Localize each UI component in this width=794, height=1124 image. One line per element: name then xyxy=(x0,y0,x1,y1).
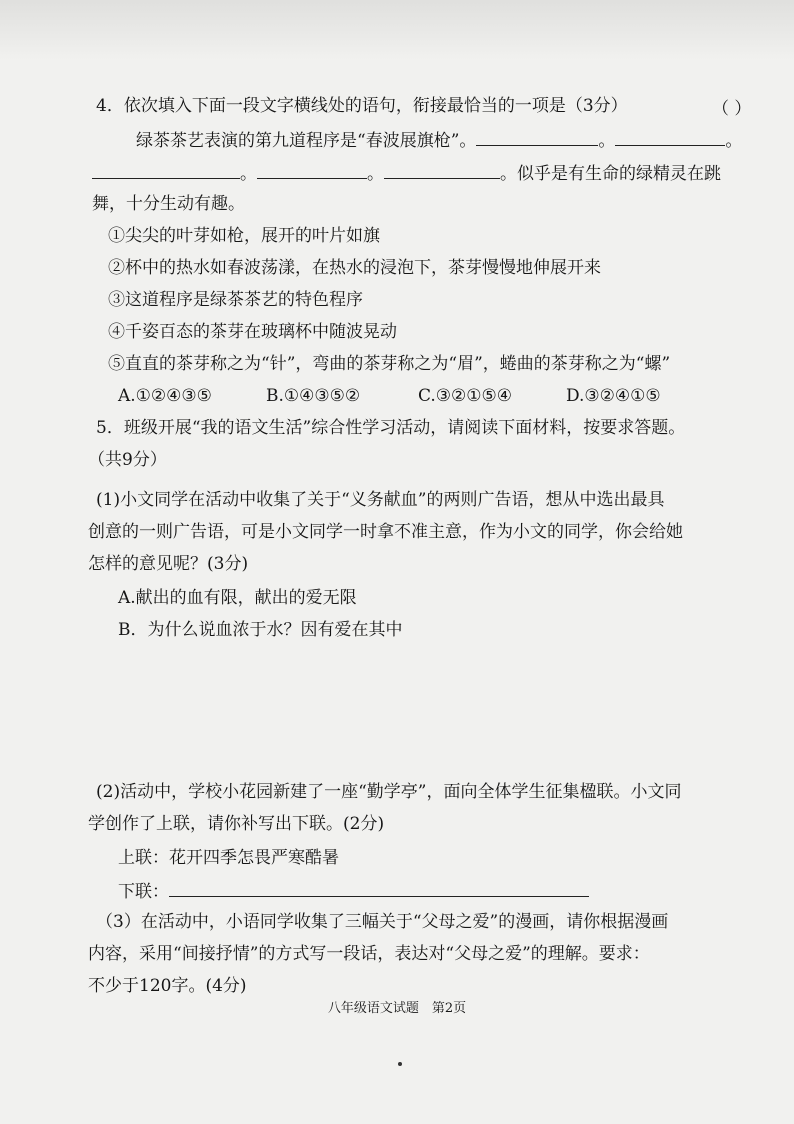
q4-choice-a: A.①②④③⑤ xyxy=(118,386,212,406)
scan-speck xyxy=(398,1062,402,1066)
q4-line2-punct2: 。 xyxy=(367,164,384,184)
q5-score: （共9分） xyxy=(88,450,167,470)
q4-line1-text: 绿茶茶艺表演的第九道程序是“春波展旗枪”。 xyxy=(136,131,477,151)
q4-line3: 舞，十分生动有趣。 xyxy=(92,194,245,214)
page-footer: 八年级语文试题 第2页 xyxy=(327,1001,467,1016)
q5-part2-lower-couplet xyxy=(118,878,589,904)
q4-line2 xyxy=(92,160,721,186)
q4-choice-d: D.③②④①⑤ xyxy=(566,386,661,406)
q4-answer-paren: （ ） xyxy=(712,99,752,119)
q5-part1-option-b: B．为什么说血浓于水？因有爱在其中 xyxy=(118,620,403,640)
lower-couplet-label: 下联： xyxy=(118,882,169,902)
blank-3[interactable] xyxy=(92,160,240,179)
q4-line2-tail: 。似乎是有生命的绿精灵在跳 xyxy=(500,164,721,184)
q4-choice-c: C.③②①⑤④ xyxy=(418,386,513,406)
q5-part2-upper-couplet: 上联：花开四季怎畏严寒酷暑 xyxy=(118,848,339,868)
q5-part1-option-a: A.献出的血有限，献出的爱无限 xyxy=(118,588,357,608)
q5-part3-line3: 不少于120字。(4分) xyxy=(88,976,247,996)
q5-part1-line1: (1)小文同学在活动中收集了关于“义务献血”的两则广告语，想从中选出最具 xyxy=(96,490,665,510)
blank-5[interactable] xyxy=(384,160,500,179)
q5-part3-line2: 内容，采用“间接抒情”的方式写一段话，表达对“父母之爱”的理解。要求： xyxy=(88,944,650,964)
q4-stem: 4．依次填入下面一段文字横线处的语句，衔接最恰当的一项是（3分） xyxy=(96,96,628,116)
q5-part2-line1: (2)活动中，学校小花园新建了一座“勤学亭”，面向全体学生征集楹联。小文同 xyxy=(96,782,682,802)
blank-4[interactable] xyxy=(257,160,367,179)
lower-couplet-blank[interactable] xyxy=(169,878,589,897)
blank-2[interactable] xyxy=(615,127,725,146)
q5-part3-line1: （3）在活动中，小语同学收集了三幅关于“父母之爱”的漫画，请你根据漫画 xyxy=(96,912,669,932)
q5-part2-line2: 学创作了上联，请你补写出下联。(2分) xyxy=(88,814,385,834)
q4-option-1: ①尖尖的叶芽如枪，展开的叶片如旗 xyxy=(108,226,380,246)
blank-1[interactable] xyxy=(476,127,598,146)
q4-line2-punct1: 。 xyxy=(240,164,257,184)
scan-shadow xyxy=(0,0,794,60)
q4-option-4: ④千姿百态的茶芽在玻璃杯中随波晃动 xyxy=(108,322,397,342)
q4-option-3: ③这道程序是绿茶茶艺的特色程序 xyxy=(108,290,363,310)
q5-part1-line2: 创意的一则广告语，可是小文同学一时拿不准主意，作为小文的同学，你会给她 xyxy=(88,522,683,542)
q4-option-5: ⑤直直的茶芽称之为“针”，弯曲的茶芽称之为“眉”，蜷曲的茶芽称之为“螺” xyxy=(108,354,671,374)
q4-option-2: ②杯中的热水如春波荡漾，在热水的浸泡下，茶芽慢慢地伸展开来 xyxy=(108,258,601,278)
q4-line1 xyxy=(136,127,742,153)
q5-stem: 5．班级开展“我的语文生活”综合性学习活动，请阅读下面材料，按要求答题。 xyxy=(96,418,686,438)
q4-line1-punct2: 。 xyxy=(725,131,743,151)
q4-line1-punct1: 。 xyxy=(598,131,616,151)
q5-part1-line3: 怎样的意见呢？(3分) xyxy=(88,554,249,574)
q4-choice-b: B.①④③⑤② xyxy=(266,386,361,406)
